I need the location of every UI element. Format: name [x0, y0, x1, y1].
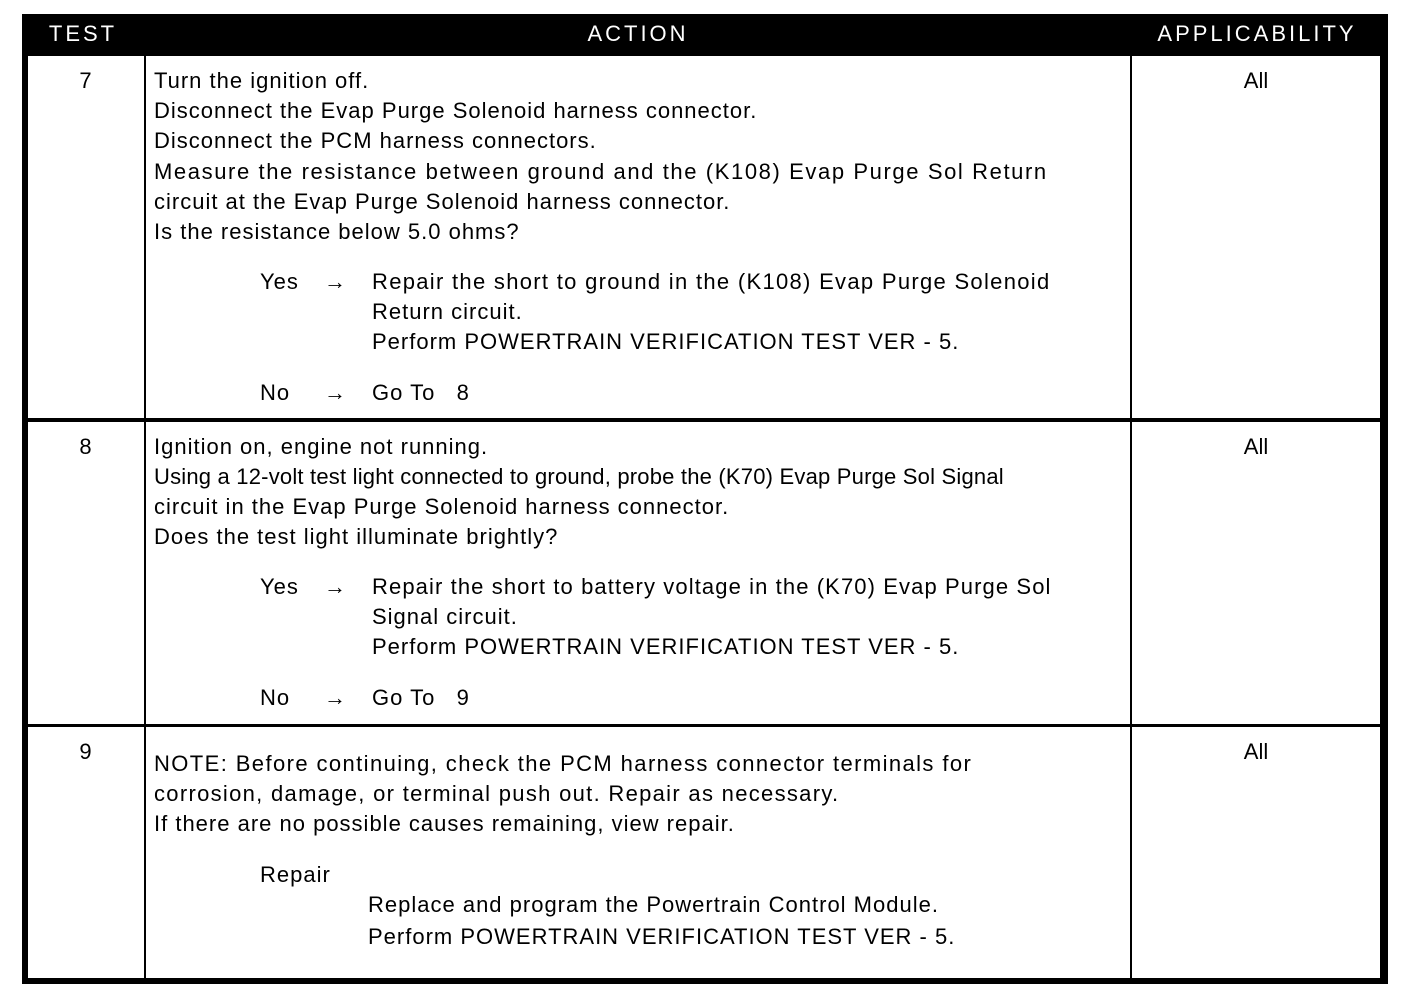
test-cell-7	[28, 56, 144, 418]
header-action: ACTION	[587, 21, 689, 46]
action-line: Does the test light illuminate brightly?	[154, 524, 559, 549]
no-label: No	[260, 685, 291, 710]
test-number: 7	[79, 68, 93, 93]
repair-action-line: Perform POWERTRAIN VERIFICATION TEST VER - 5.	[368, 924, 956, 949]
no-action: Go To 8	[372, 380, 470, 405]
applicability-value: All	[1243, 68, 1269, 93]
action-line: corrosion, damage, or terminal push out. Repair as necessary.	[154, 781, 840, 806]
repair-label: Repair	[260, 862, 331, 887]
yes-action-line: Signal circuit.	[372, 604, 518, 629]
applicability-value: All	[1243, 739, 1269, 764]
action-line: Is the resistance below 5.0 ohms?	[154, 219, 520, 244]
action-line: Disconnect the Evap Purge Solenoid harness connector.	[154, 98, 758, 123]
arrow-icon: →	[324, 574, 346, 599]
action-cell-9	[146, 727, 1130, 978]
action-line: Using a 12-volt test light connected to ground, probe the (K70) Evap Purge Sol Signal	[154, 464, 1004, 489]
action-line: If there are no possible causes remaining, view repair.	[154, 811, 735, 836]
action-line: circuit at the Evap Purge Solenoid harness connector.	[154, 189, 731, 214]
yes-action-line: Perform POWERTRAIN VERIFICATION TEST VER - 5.	[372, 329, 960, 354]
yes-action-line: Perform POWERTRAIN VERIFICATION TEST VER - 5.	[372, 634, 960, 659]
arrow-icon: →	[324, 380, 346, 405]
test-number: 8	[79, 434, 93, 459]
test-cell-8	[28, 422, 144, 724]
arrow-icon: →	[324, 685, 346, 710]
action-line: Turn the ignition off.	[154, 68, 370, 93]
action-line: Ignition on, engine not running.	[154, 434, 489, 459]
yes-action-line: Repair the short to battery voltage in the (K70) Evap Purge Sol	[372, 574, 1052, 599]
action-line: circuit in the Evap Purge Solenoid harness connector.	[154, 494, 730, 519]
applicability-cell-7	[1132, 56, 1380, 418]
repair-action-line: Replace and program the Powertrain Control Module.	[368, 892, 939, 917]
no-label: No	[260, 380, 291, 405]
applicability-cell-9	[1132, 727, 1380, 978]
arrow-icon: →	[324, 269, 346, 294]
yes-label: Yes	[260, 574, 299, 599]
header-applicability: APPLICABILITY	[1157, 21, 1357, 46]
header-test: TEST	[48, 21, 118, 46]
applicability-value: All	[1243, 434, 1269, 459]
action-line: Measure the resistance between ground and the (K108) Evap Purge Sol Return	[154, 159, 1048, 184]
action-line: Disconnect the PCM harness connectors.	[154, 128, 597, 153]
test-number: 9	[79, 739, 93, 764]
applicability-cell-8	[1132, 422, 1380, 724]
diagnostic-table	[22, 14, 1388, 984]
action-line: NOTE: Before continuing, check the PCM harness connector terminals for	[154, 751, 973, 776]
yes-label: Yes	[260, 269, 299, 294]
yes-action-line: Return circuit.	[372, 299, 523, 324]
test-cell-9	[28, 727, 144, 978]
yes-action-line: Repair the short to ground in the (K108) Evap Purge Solenoid	[372, 269, 1051, 294]
action-cell-8	[146, 422, 1130, 724]
action-cell-7	[146, 56, 1130, 418]
no-action: Go To 9	[372, 685, 470, 710]
